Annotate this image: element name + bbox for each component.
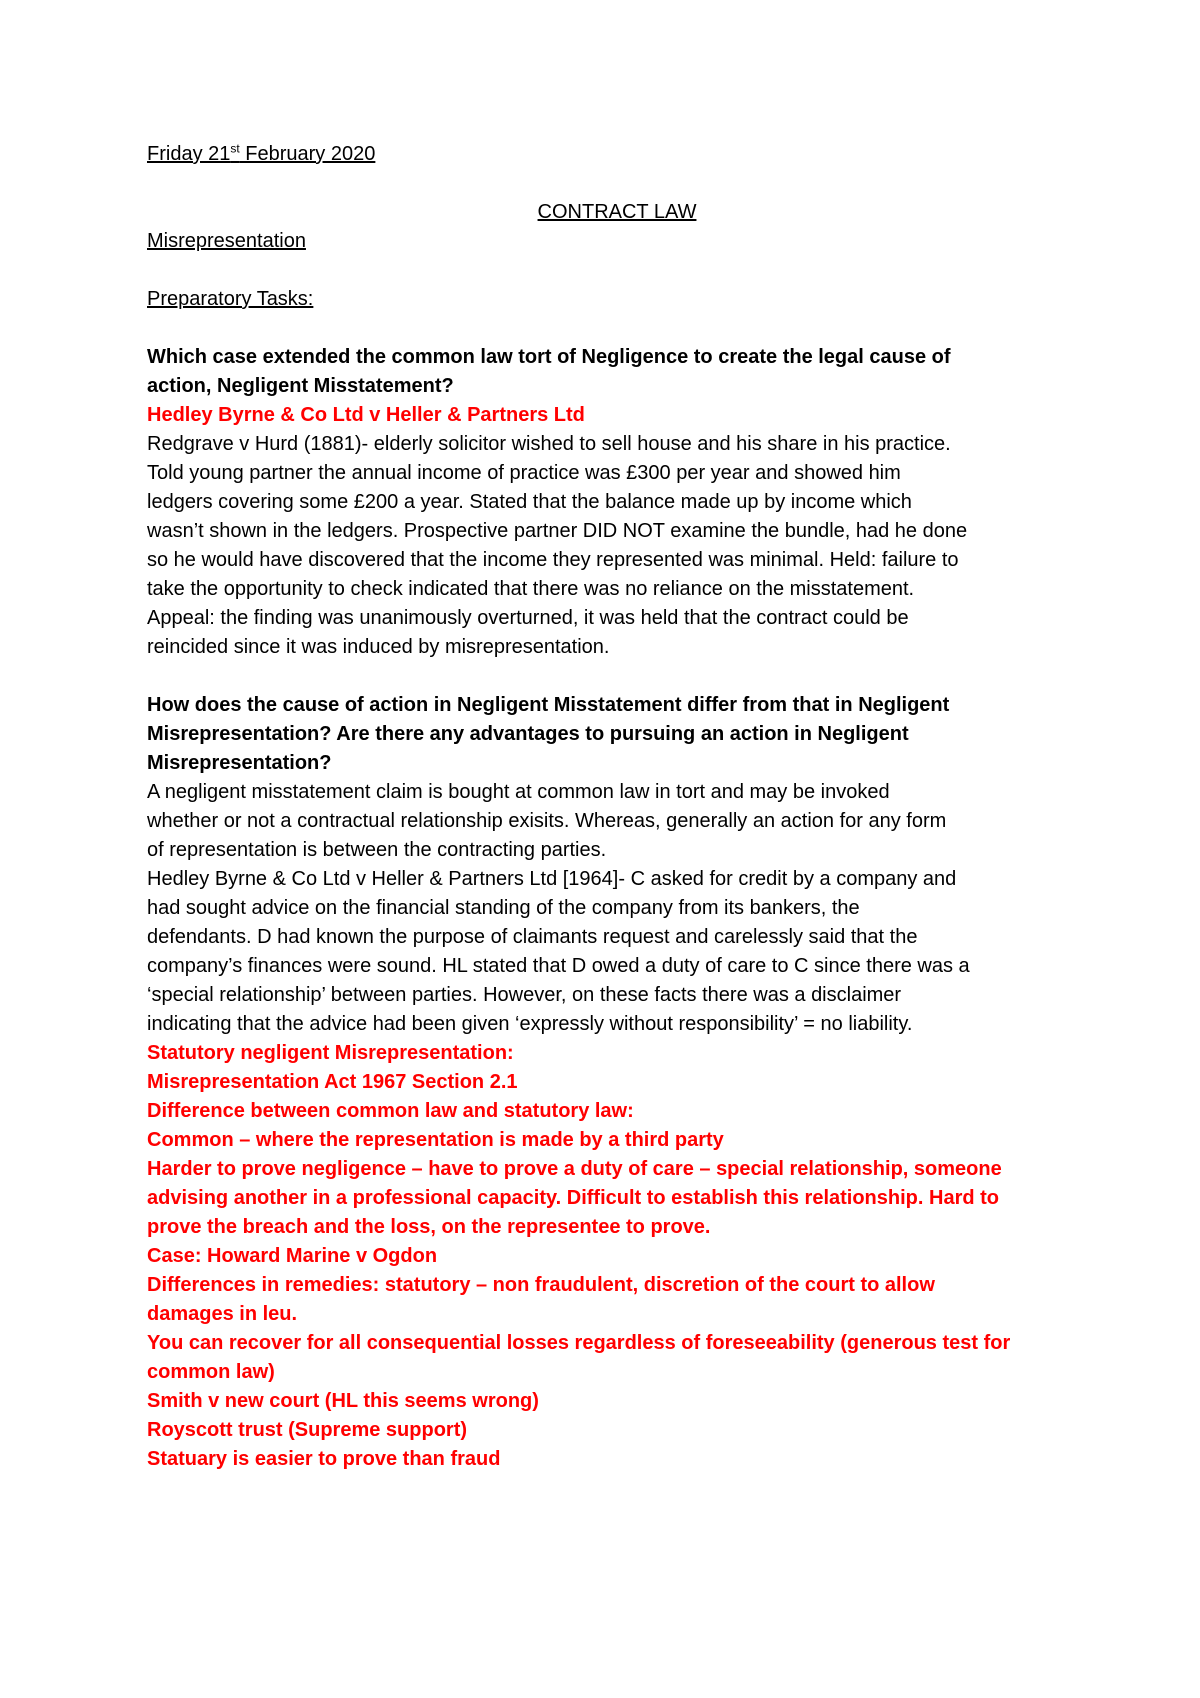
answer-line: Told young partner the annual income of practice was £300 per year and showed him — [147, 462, 901, 484]
question-line: Misrepresentation? Are there any advantages to pursuing an action in Negligent — [147, 723, 909, 745]
spacer — [147, 169, 1087, 198]
answer-line: of representation is between the contracting parties. — [147, 839, 607, 861]
answer-line: had sought advice on the financial standing of the company from its bankers, the — [147, 897, 860, 919]
question-line: How does the cause of action in Negligent Misstatement differ from that in Negligent — [147, 694, 950, 716]
red-note-line: Differences in remedies: statutory – non fraudulent, discretion of the court to allow — [147, 1274, 935, 1296]
red-note-line: You can recover for all consequential losses regardless of foreseeability (generous test for — [147, 1332, 1011, 1354]
answer-line: whether or not a contractual relationship exisits. Whereas, generally an action for any form — [147, 810, 947, 832]
red-note-line: Statuary is easier to prove than fraud — [147, 1448, 501, 1470]
spacer — [147, 314, 1087, 343]
question-line: Which case extended the common law tort of Negligence to create the legal cause of — [147, 346, 951, 368]
answer-line: reincided since it was induced by misrepresentation. — [147, 636, 610, 658]
answer-line: so he would have discovered that the income they represented was minimal. Held: failure to — [147, 549, 959, 571]
red-note-line: Difference between common law and statutory law: — [147, 1100, 634, 1122]
red-note-line: advising another in a professional capacity. Difficult to establish this relationship. Hard to — [147, 1187, 1000, 1209]
red-note-line: Royscott trust (Supreme support) — [147, 1419, 468, 1441]
answer-line: Redgrave v Hurd (1881)- elderly solicitor wished to sell house and his share in his practice. — [147, 433, 951, 455]
red-note-line: Misrepresentation Act 1967 Section 2.1 — [147, 1071, 518, 1093]
red-note-line: prove the breach and the loss, on the representee to prove. — [147, 1216, 711, 1238]
answer-2-red-notes — [147, 1039, 1087, 1474]
red-note-line: Smith v new court (HL this seems wrong) — [147, 1390, 539, 1412]
answer-1-case: Hedley Byrne & Co Ltd v Heller & Partners Ltd — [147, 404, 585, 426]
document-title: CONTRACT LAW — [537, 201, 697, 223]
answer-line: defendants. D had known the purpose of claimants request and carelessly said that the — [147, 926, 918, 948]
red-note-line: Statutory negligent Misrepresentation: — [147, 1042, 514, 1064]
red-note-line: common law) — [147, 1361, 275, 1383]
spacer — [147, 662, 1087, 691]
document-date — [147, 140, 1087, 169]
spacer — [147, 256, 1087, 285]
date-suffix: February 2020 — [239, 143, 376, 165]
question-line: action, Negligent Misstatement? — [147, 375, 454, 397]
answer-line: A negligent misstatement claim is bought at common law in tort and may be invoked — [147, 781, 890, 803]
red-note-line: Common – where the representation is made by a third party — [147, 1129, 724, 1151]
answer-line: Hedley Byrne & Co Ltd v Heller & Partners Ltd [1964]- C asked for credit by a company and — [147, 868, 957, 890]
answer-line: company’s finances were sound. HL stated that D owed a duty of care to C since there was a — [147, 955, 970, 977]
document-body — [147, 140, 1087, 1474]
question-1 — [147, 343, 1087, 401]
answer-2-text — [147, 778, 1087, 1039]
document-subtitle: Misrepresentation — [147, 230, 306, 252]
date-prefix: Friday 21 — [147, 143, 231, 165]
preparatory-heading: Preparatory Tasks: — [147, 288, 314, 310]
answer-line: ledgers covering some £200 a year. Stated that the balance made up by income which — [147, 491, 912, 513]
answer-line: take the opportunity to check indicated that there was no reliance on the misstatement. — [147, 578, 915, 600]
answer-1-text — [147, 430, 1087, 662]
question-2 — [147, 691, 1087, 778]
answer-line: wasn’t shown in the ledgers. Prospective partner DID NOT examine the bundle, had he done — [147, 520, 968, 542]
red-note-line: damages in leu. — [147, 1303, 298, 1325]
question-line: Misrepresentation? — [147, 752, 332, 774]
answer-line: Appeal: the finding was unanimously overturned, it was held that the contract could be — [147, 607, 909, 629]
red-note-line: Harder to prove negligence – have to prove a duty of care – special relationship, someone — [147, 1158, 1002, 1180]
answer-line: indicating that the advice had been given ‘expressly without responsibility’ = no liability. — [147, 1013, 913, 1035]
answer-line: ‘special relationship’ between parties. However, on these facts there was a disclaimer — [147, 984, 902, 1006]
red-note-line: Case: Howard Marine v Ogdon — [147, 1245, 438, 1267]
date-ordinal: st — [230, 141, 240, 156]
